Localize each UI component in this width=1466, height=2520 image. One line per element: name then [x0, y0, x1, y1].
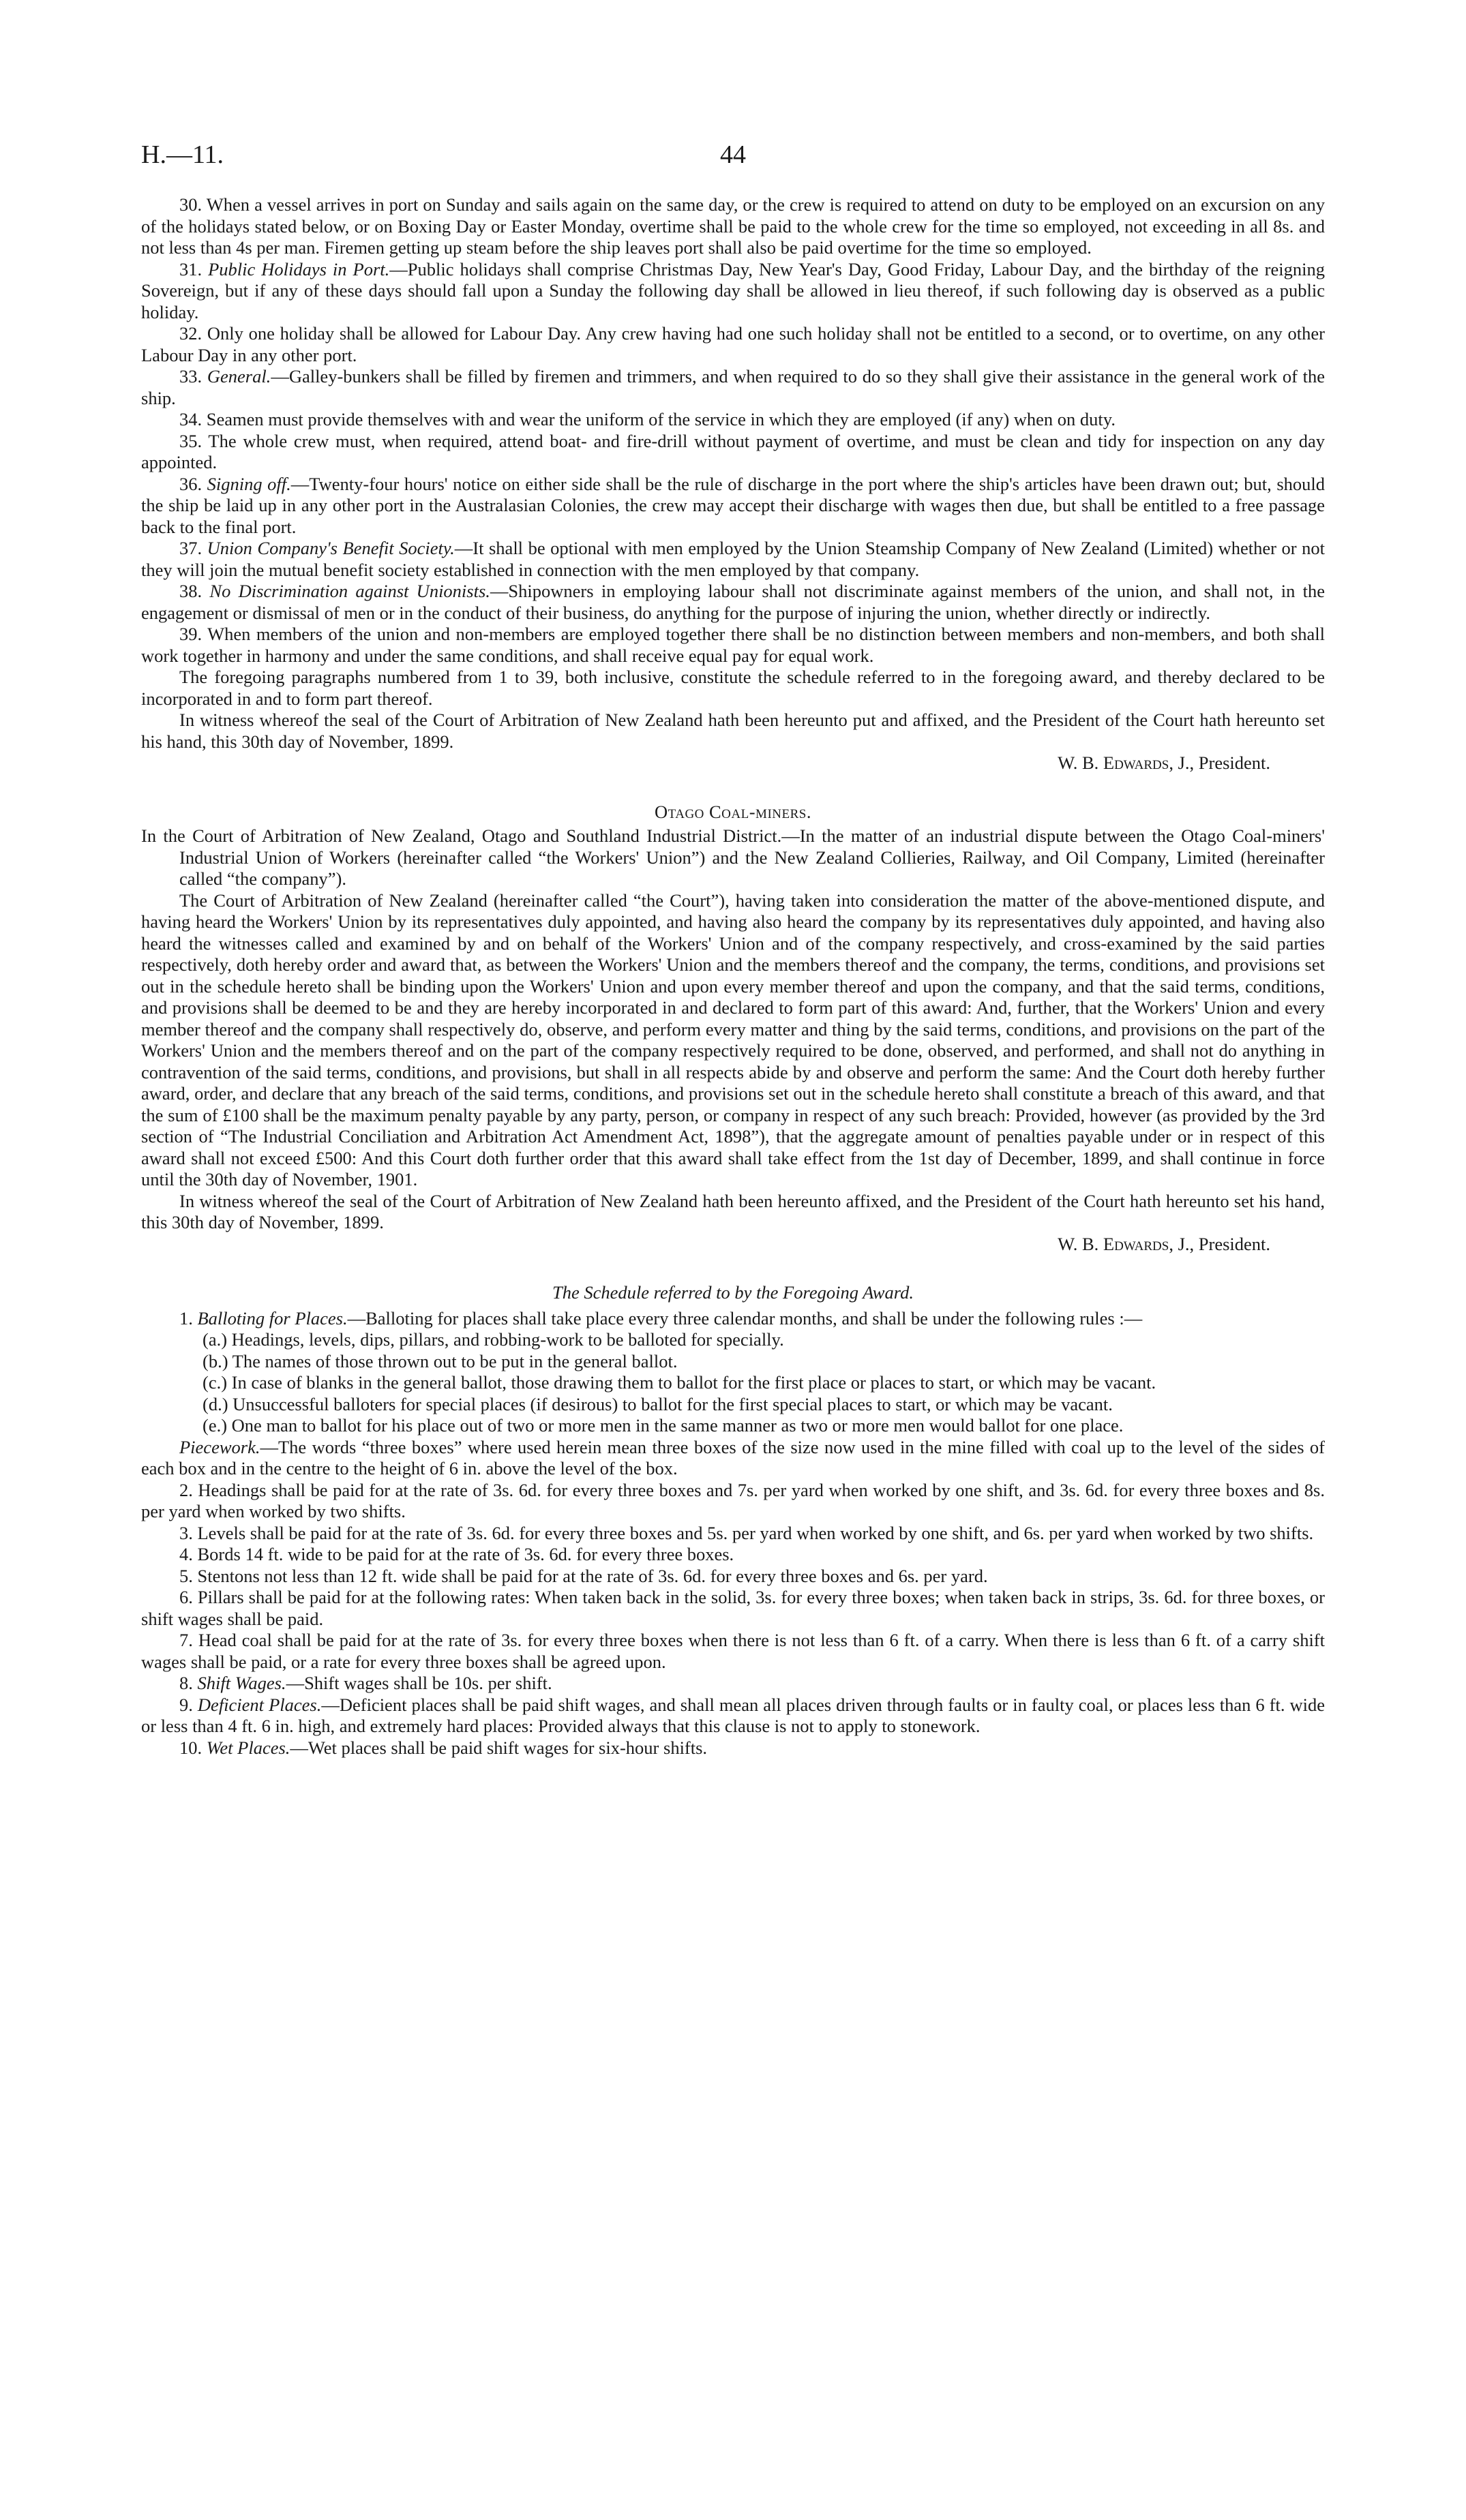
clause-38: 38. No Discrimination against Unionists.—Shipowners in employing labour shall not discriminate against members of the union, and shall not, in the engagement or dismissal of men or in the conduct of their business, do anything for the purpose of injuring the union, whether directly or indirectly. — [141, 581, 1326, 623]
witness-clause: In witness whereof the seal of the Court of Arbitration of New Zealand hath been hereunto put and affixed, and the President of the Court hath hereunto set his hand, this 30th day of November, 1899. — [141, 710, 1325, 752]
page-number: 44 — [720, 140, 746, 169]
schedule-clause-7: 7. Head coal shall be paid for at the rate of 3s. for every three boxes when there is not less than 6 ft. of a carry. When there is less than 6 ft. of a carry shift wages shall be paid, or a rate for every three boxes shall be agreed upon. — [141, 1630, 1325, 1672]
schedule-clause-6: 6. Pillars shall be paid for at the following rates: When taken back in the solid, 3s. for every three boxes; when taken back in strips, 3s. 6d. for three boxes, or shift wages shall be paid. — [141, 1587, 1325, 1629]
schedule-clause-8: 8. Shift Wages.—Shift wages shall be 10s. per shift. — [179, 1673, 552, 1693]
page-header — [141, 140, 1325, 183]
president-signature: W. B. Edwards, J., President. — [1058, 753, 1270, 773]
clause-35: 35. The whole crew must, when required, attend boat- and fire-drill without payment of overtime, and must be clean and tidy for inspection on any day appointed. — [141, 430, 1325, 472]
otago-coal-miners-section — [141, 802, 1325, 1256]
schedule-clause-5: 5. Stentons not less than 12 ft. wide shall be paid for at the rate of 3s. 6d. for every three boxes and 6s. per yard. — [179, 1565, 988, 1586]
ballot-rule-e: (e.) One man to ballot for his place out of two or more men in the same manner as two or more men would ballot for one place. — [203, 1415, 1124, 1436]
clause-31: 31. Public Holidays in Port.—Public holidays shall comprise Christmas Day, New Year's Day, Good Friday, Labour Day, and the birthday of the reigning Sovereign, but if any of these days should fall upon a Sunday the following day shall be allowed in lieu thereof, if such following day is observed as a public holiday. — [141, 258, 1325, 322]
schedule-clause-9: 9. Deficient Places.—Deficient places shall be paid shift wages, and shall mean all places driven through faults or in faulty coal, or places less than 6 ft. wide or less than 4 ft. 6 in. high, and extremely hard places: Provided always that this clause is not to apply to stonework. — [141, 1694, 1326, 1736]
award-body: The Court of Arbitration of New Zealand (hereinafter called “the Court”), having taken into consideration the matter of the above-mentioned dispute, and having heard the Workers' Union by its representatives duly appointed, and having also heard the company by its representatives duly appointed, and having also heard the witnesses called and examined by and on behalf of the Workers' Union and of the company respectively, and cross-examined by the said parties respectively, doth hereby order and award that, as between the Workers' Union and the members thereof and the company, the terms, conditions, and provisions set out in the schedule hereto shall be binding upon the Workers' Union and upon every member thereof and upon the company, and that the said terms, conditions, and provisions shall be deemed to be and they are hereby incorporated in and declared to form part of this award: And, further, that the Workers' Union and every member thereof and the company shall respectively do, observe, and perform every matter and thing by the said terms, conditions, and provisions on the part of the Workers' Union and the members thereof and on the part of the company respectively required to be done, observed, and performed, and shall not do anything in contravention of the said terms, conditions, and provisions, but shall in all respects abide by and observe and perform the same: And the Court doth hereby further award, order, and declare that any breach of the said terms, conditions, and provisions set out in the schedule hereto shall constitute a breach of this award, and that the sum of £100 shall be the maximum penalty payable by any party, person, or company in respect of any such breach: Provided, however (as provided by the 3rd section of “The Industrial Conciliation and Arbitration Act Amendment Act, 1898”), that the aggregate amount of penalties payable under or in respect of this award shall not exceed £500: And this Court doth further order that this award shall take effect from the 1st day of December, 1899, and shall continue in force until the 30th day of November, 1901. — [141, 890, 1325, 1189]
clause-39: 39. When members of the union and non-members are employed together there shall be no distinction between members and non-members, and both shall work together in harmony and under the same conditions, and shall receive equal pay for equal work. — [141, 624, 1325, 666]
witness-clause: In witness whereof the seal of the Court of Arbitration of New Zealand hath been hereunto affixed, and the President of the Court hath hereunto set his hand, this 30th day of November, 1899. — [141, 1190, 1325, 1232]
clause-34: 34. Seamen must provide themselves with and wear the uniform of the service in which they are employed (if any) when on duty. — [179, 409, 1116, 429]
document-code: H.—11. — [141, 140, 224, 169]
schedule-clause-2: 2. Headings shall be paid for at the rate of 3s. 6d. for every three boxes and 7s. per yard when worked by one shift, and 3s. 6d. for every three boxes and 8s. per yard when worked by two shifts. — [141, 1479, 1325, 1521]
schedule-clause-3: 3. Levels shall be paid for at the rate of 3s. 6d. for every three boxes and 5s. per yard when worked by one shift, and 6s. per yard when worked by two shifts. — [179, 1522, 1314, 1543]
clause-37: 37. Union Company's Benefit Society.—It shall be optional with men employed by the Union Steamship Company of New Zealand (Limited) whether or not they will join the mutual benefit society established in connection with the men employed by that company. — [141, 538, 1325, 580]
clause-36: 36. Signing off.—Twenty-four hours' notice on either side shall be the rule of discharge in the port where the ship's articles have been drawn out; but, should the ship be laid up in any other port in the Australasian Colonies, the crew may accept their discharge with wages then due, but shall be entitled to a free passage back to the final port. — [141, 473, 1325, 537]
clause-32: 32. Only one holiday shall be allowed for Labour Day. Any crew having had one such holiday shall not be entitled to a second, or to overtime, on any other Labour Day in any other port. — [141, 323, 1325, 365]
seamen-award-section — [141, 194, 1325, 774]
schedule-title: The Schedule referred to by the Foregoing Award. — [552, 1282, 914, 1303]
ballot-rule-a: (a.) Headings, levels, dips, pillars, and robbing-work to be balloted for specially. — [203, 1329, 784, 1350]
ballot-rule-c: (c.) In case of blanks in the general ballot, those drawing them to ballot for the first place or places to start, or which may be vacant. — [203, 1372, 1156, 1393]
schedule-section — [141, 1282, 1325, 1759]
schedule-clause-10: 10. Wet Places.—Wet places shall be paid shift wages for six-hour shifts. — [179, 1737, 708, 1758]
schedule-clause-1: 1. Balloting for Places.—Balloting for places shall take place every three calendar months, and shall be under the following rules :— — [179, 1307, 1143, 1329]
ballot-rule-d: (d.) Unsuccessful balloters for special places (if desirous) to ballot for the first special places to start, or which may be vacant. — [203, 1393, 1113, 1414]
section-heading: Otago Coal-miners. — [655, 801, 811, 822]
ballot-rule-b: (b.) The names of those thrown out to be put in the general ballot. — [203, 1350, 678, 1371]
schedule-clause-4: 4. Bords 14 ft. wide to be paid for at the rate of 3s. 6d. for every three boxes. — [179, 1544, 734, 1564]
president-signature: W. B. Edwards, J., President. — [1058, 1233, 1270, 1254]
case-title: In the Court of Arbitration of New Zealand, Otago and Southland Industrial District.—In the matter of an industrial dispute between the Otago Coal-miners' Industrial Union of Workers (hereinafter called “the Workers' Union”) and the New Zealand Collieries, Railway, and Oil Company, Limited (hereinafter called “the company”). — [141, 825, 1325, 889]
clause-33: 33. General.—Galley-bunkers shall be filled by firemen and trimmers, and when required to do so they shall give their assistance in the general work of the ship. — [141, 366, 1326, 408]
piecework-definition: Piecework.—The words “three boxes” where used herein mean three boxes of the size now used in the mine filled with coal up to the level of the sides of each box and in the centre to the height of 6 in. above the level of the box. — [141, 1436, 1325, 1478]
clause-30: 30. When a vessel arrives in port on Sunday and sails again on the same day, or the crew is required to attend on duty to be employed on an excursion on any of the holidays stated below, or on Boxing Day or Easter Monday, overtime shall be paid to the whole crew for the time so employed, not exceeding in all 8s. and not less than 4s per man. Firemen getting up steam before the ship leaves port shall also be paid overtime for the time so employed. — [141, 194, 1325, 258]
schedule-note: The foregoing paragraphs numbered from 1 to 39, both inclusive, constitute the schedule referred to in the foregoing award, and thereby declared to be incorporated in and to form part thereof. — [141, 667, 1325, 709]
